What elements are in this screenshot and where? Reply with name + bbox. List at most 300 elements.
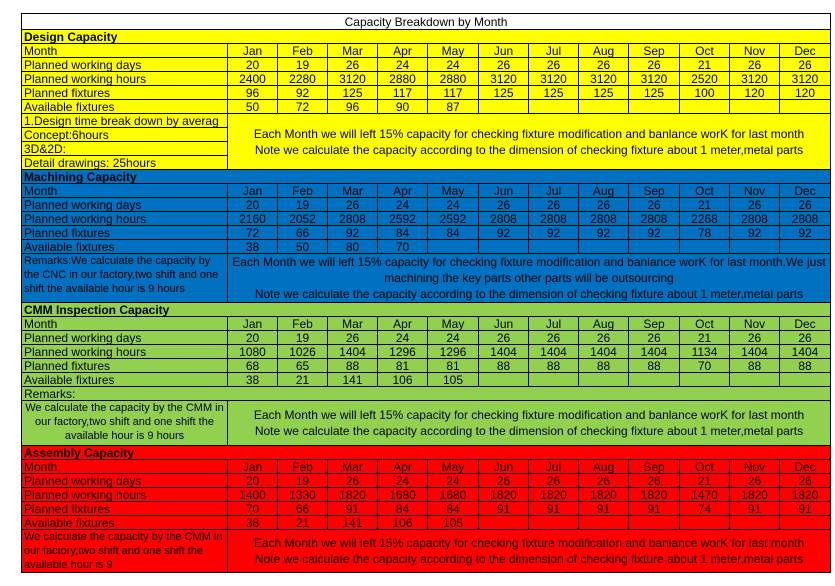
cell-jun[interactable]: Jun — [479, 317, 529, 331]
design-capacity-row-planned-fixtures — [22, 86, 831, 100]
cell-nov[interactable]: Nov — [730, 184, 780, 198]
cell-may[interactable] — [428, 240, 479, 254]
cell-dec[interactable]: Dec — [780, 317, 831, 331]
cell-feb[interactable]: Feb — [278, 44, 328, 58]
cell-mar[interactable]: 125 — [328, 86, 378, 100]
cell-aug[interactable]: 1820 — [579, 488, 629, 502]
cell-apr[interactable]: 1680 — [378, 488, 428, 502]
cell-mar[interactable]: 141 — [328, 373, 378, 387]
row-label[interactable]: Planned working days — [22, 331, 228, 345]
row-label[interactable]: Planned fixtures — [22, 359, 228, 373]
cell-oct[interactable]: 21 — [680, 58, 730, 72]
cell-apr[interactable]: 1296 — [378, 345, 428, 359]
cell-jan[interactable]: 20 — [228, 198, 278, 212]
cell-feb[interactable]: 2280 — [278, 72, 328, 86]
cell-jan[interactable]: 20 — [228, 58, 278, 72]
machining-capacity-heading[interactable]: Machining Capacity — [22, 170, 831, 184]
cell-jul[interactable]: 3120 — [529, 72, 579, 86]
cell-aug[interactable]: Aug — [579, 317, 629, 331]
cell-nov[interactable]: 120 — [730, 86, 780, 100]
cell-aug[interactable] — [579, 240, 629, 254]
cell-apr[interactable]: 2880 — [378, 72, 428, 86]
cell-sep[interactable]: 1820 — [629, 488, 680, 502]
cell-jan[interactable]: Jan — [228, 44, 278, 58]
cell-dec[interactable]: 3120 — [780, 72, 831, 86]
cell-nov[interactable] — [730, 516, 780, 530]
cell-sep[interactable]: Sep — [629, 44, 680, 58]
row-label[interactable]: Planned fixtures — [22, 86, 228, 100]
cmm-inspection-capacity-notes[interactable] — [228, 401, 831, 446]
cell-mar[interactable]: Mar — [328, 460, 378, 474]
cell-oct[interactable]: Oct — [680, 317, 730, 331]
cell-mar[interactable]: 96 — [328, 100, 378, 114]
cell-jan[interactable]: Jan — [228, 460, 278, 474]
cell-apr[interactable]: 24 — [378, 331, 428, 345]
cell-may[interactable]: 2880 — [428, 72, 479, 86]
cell-oct[interactable]: 21 — [680, 331, 730, 345]
assembly-capacity-remark-row — [22, 530, 831, 573]
cell-mar[interactable]: 91 — [328, 502, 378, 516]
cell-nov[interactable] — [730, 373, 780, 387]
cell-sep[interactable]: 91 — [629, 502, 680, 516]
cmm-inspection-capacity-row-planned-working-days — [22, 331, 831, 345]
cell-apr[interactable]: 70 — [378, 240, 428, 254]
cell-aug[interactable]: 88 — [579, 359, 629, 373]
remark-text[interactable]: 3D&2D: — [22, 142, 228, 156]
cell-jan[interactable]: Jan — [228, 184, 278, 198]
cell-may[interactable]: 24 — [428, 331, 479, 345]
cell-oct[interactable] — [680, 100, 730, 114]
cell-sep[interactable]: 92 — [629, 226, 680, 240]
cell-apr[interactable]: 84 — [378, 226, 428, 240]
cell-jul[interactable] — [529, 373, 579, 387]
cell-mar[interactable]: 141 — [328, 516, 378, 530]
cmm-inspection-capacity-heading[interactable]: CMM Inspection Capacity — [22, 303, 831, 317]
cell-feb[interactable]: 21 — [278, 516, 328, 530]
cell-may[interactable]: May — [428, 44, 479, 58]
cell-mar[interactable]: 26 — [328, 58, 378, 72]
cell-feb[interactable]: 66 — [278, 502, 328, 516]
cell-feb[interactable]: 21 — [278, 373, 328, 387]
cell-may[interactable]: 105 — [428, 516, 479, 530]
cell-apr[interactable]: Apr — [378, 460, 428, 474]
cell-dec[interactable] — [780, 516, 831, 530]
cell-sep[interactable] — [629, 373, 680, 387]
cell-jun[interactable]: 1404 — [479, 345, 529, 359]
cell-mar[interactable]: Mar — [328, 317, 378, 331]
cell-jan[interactable]: 2160 — [228, 212, 278, 226]
cell-aug[interactable]: 92 — [579, 226, 629, 240]
cell-jan[interactable]: 38 — [228, 373, 278, 387]
cell-jun[interactable] — [479, 516, 529, 530]
cell-nov[interactable] — [730, 240, 780, 254]
cell-feb[interactable]: 19 — [278, 331, 328, 345]
cell-apr[interactable]: 24 — [378, 58, 428, 72]
remark-text[interactable]: Detail drawings: 25hours — [22, 156, 228, 170]
cell-jan[interactable]: 72 — [228, 226, 278, 240]
cell-dec[interactable]: 120 — [780, 86, 831, 100]
row-label[interactable]: Available fixtures — [22, 240, 228, 254]
cell-jul[interactable]: 26 — [529, 474, 579, 488]
cell-dec[interactable]: Dec — [780, 460, 831, 474]
row-label[interactable]: Available fixtures — [22, 100, 228, 114]
cell-jan[interactable]: 38 — [228, 516, 278, 530]
cell-jun[interactable]: Jun — [479, 460, 529, 474]
cell-dec[interactable]: 91 — [780, 502, 831, 516]
cell-jun[interactable] — [479, 373, 529, 387]
cell-apr[interactable]: 81 — [378, 359, 428, 373]
cell-dec[interactable]: 88 — [780, 359, 831, 373]
cell-jul[interactable]: 91 — [529, 502, 579, 516]
cell-jan[interactable]: 38 — [228, 240, 278, 254]
cell-mar[interactable]: Mar — [328, 184, 378, 198]
cell-jan[interactable]: Jan — [228, 317, 278, 331]
cell-sep[interactable]: 26 — [629, 331, 680, 345]
cell-jul[interactable]: 26 — [529, 331, 579, 345]
cell-dec[interactable]: 1820 — [780, 488, 831, 502]
cell-jul[interactable] — [529, 240, 579, 254]
cell-aug[interactable]: 3120 — [579, 72, 629, 86]
cell-may[interactable]: 24 — [428, 198, 479, 212]
cell-jan[interactable]: 50 — [228, 100, 278, 114]
row-label[interactable]: Available fixtures — [22, 373, 228, 387]
cell-nov[interactable]: 26 — [730, 331, 780, 345]
machining-capacity-row-available-fixtures — [22, 240, 831, 254]
machining-capacity-notes[interactable] — [228, 254, 831, 303]
cell-jan[interactable]: 20 — [228, 474, 278, 488]
remark-text[interactable]: Remarks:We calculate the capacity by the CNC in our factory,two shift and one shift the available hour is 9 hours — [22, 254, 228, 303]
sheet-title[interactable]: Capacity Breakdown by Month — [22, 14, 831, 30]
cell-aug[interactable]: 26 — [579, 58, 629, 72]
cell-oct[interactable] — [680, 240, 730, 254]
cell-sep[interactable]: 26 — [629, 474, 680, 488]
cell-jun[interactable] — [479, 100, 529, 114]
cell-oct[interactable]: 78 — [680, 226, 730, 240]
cell-dec[interactable]: 26 — [780, 331, 831, 345]
cell-aug[interactable]: Aug — [579, 44, 629, 58]
cell-nov[interactable]: 1404 — [730, 345, 780, 359]
cell-dec[interactable]: 26 — [780, 198, 831, 212]
row-label[interactable]: Planned working hours — [22, 488, 228, 502]
cell-jul[interactable]: Jul — [529, 184, 579, 198]
cell-jan[interactable]: 1080 — [228, 345, 278, 359]
cell-jul[interactable]: Jul — [529, 44, 579, 58]
cell-nov[interactable]: Nov — [730, 317, 780, 331]
cell-feb[interactable]: 72 — [278, 100, 328, 114]
cmm-inspection-capacity-row-available-fixtures — [22, 373, 831, 387]
cell-dec[interactable]: 92 — [780, 226, 831, 240]
cell-sep[interactable] — [629, 100, 680, 114]
assembly-capacity-notes[interactable] — [228, 530, 831, 573]
cell-apr[interactable]: 106 — [378, 516, 428, 530]
cell-sep[interactable] — [629, 240, 680, 254]
cell-jul[interactable]: 26 — [529, 198, 579, 212]
cell-may[interactable]: 87 — [428, 100, 479, 114]
cell-apr[interactable]: 24 — [378, 474, 428, 488]
cell-jun[interactable] — [479, 240, 529, 254]
cell-mar[interactable]: 92 — [328, 226, 378, 240]
cell-may[interactable]: May — [428, 317, 479, 331]
cell-dec[interactable] — [780, 240, 831, 254]
cell-mar[interactable]: 26 — [328, 198, 378, 212]
cell-oct[interactable] — [680, 373, 730, 387]
cell-feb[interactable]: 1026 — [278, 345, 328, 359]
cell-sep[interactable] — [629, 516, 680, 530]
machining-capacity-heading-row — [22, 170, 831, 184]
cell-jul[interactable] — [529, 100, 579, 114]
cell-sep[interactable]: 125 — [629, 86, 680, 100]
cell-aug[interactable]: 26 — [579, 331, 629, 345]
cell-aug[interactable]: 1404 — [579, 345, 629, 359]
assembly-capacity-row-month — [22, 460, 831, 474]
cell-feb[interactable]: 50 — [278, 240, 328, 254]
cell-aug[interactable]: Aug — [579, 184, 629, 198]
cell-dec[interactable]: Dec — [780, 44, 831, 58]
cell-apr[interactable]: Apr — [378, 317, 428, 331]
cell-oct[interactable]: 2268 — [680, 212, 730, 226]
cell-apr[interactable]: 24 — [378, 198, 428, 212]
cell-dec[interactable] — [780, 373, 831, 387]
cell-dec[interactable] — [780, 100, 831, 114]
cell-feb[interactable]: 19 — [278, 474, 328, 488]
cell-nov[interactable]: Nov — [730, 44, 780, 58]
cell-apr[interactable]: 106 — [378, 373, 428, 387]
remark-text[interactable]: We calculate the capacity by the CMM in our factory,two shift and one shift the available hour is 9 hours — [22, 401, 228, 446]
cell-oct[interactable]: Oct — [680, 184, 730, 198]
cell-feb[interactable]: 19 — [278, 58, 328, 72]
cell-nov[interactable]: 2808 — [730, 212, 780, 226]
cell-nov[interactable]: 88 — [730, 359, 780, 373]
cell-may[interactable]: 24 — [428, 474, 479, 488]
cell-mar[interactable]: 80 — [328, 240, 378, 254]
design-capacity-row-month — [22, 44, 831, 58]
cell-aug[interactable]: 26 — [579, 198, 629, 212]
cell-jun[interactable]: 91 — [479, 502, 529, 516]
machining-capacity-row-planned-fixtures — [22, 226, 831, 240]
cell-jun[interactable]: 26 — [479, 198, 529, 212]
cell-dec[interactable]: 26 — [780, 58, 831, 72]
note-line: Note we calculate the capacity according to the dimension of checking fixture about 1 meter,metal parts — [254, 424, 804, 438]
cell-jul[interactable] — [529, 516, 579, 530]
cell-jan[interactable]: 70 — [228, 502, 278, 516]
assembly-capacity-row-available-fixtures — [22, 516, 831, 530]
cell-jun[interactable]: 92 — [479, 226, 529, 240]
row-label[interactable]: Planned fixtures — [22, 502, 228, 516]
row-label[interactable]: Planned working days — [22, 474, 228, 488]
row-label[interactable]: Planned working days — [22, 58, 228, 72]
cell-feb[interactable]: 1330 — [278, 488, 328, 502]
cell-nov[interactable]: 91 — [730, 502, 780, 516]
row-label[interactable]: Planned fixtures — [22, 226, 228, 240]
cell-oct[interactable]: 74 — [680, 502, 730, 516]
cell-jan[interactable]: 68 — [228, 359, 278, 373]
cell-may[interactable]: 117 — [428, 86, 479, 100]
note-line: Note we calculate the capacity according to the dimension of checking fixture about 1 meter,metal parts — [254, 552, 804, 566]
cell-sep[interactable]: 2808 — [629, 212, 680, 226]
cell-feb[interactable]: 65 — [278, 359, 328, 373]
cell-apr[interactable]: Apr — [378, 44, 428, 58]
cell-jul[interactable]: 92 — [529, 226, 579, 240]
cell-aug[interactable] — [579, 100, 629, 114]
cell-jun[interactable]: Jun — [479, 184, 529, 198]
cell-may[interactable]: 81 — [428, 359, 479, 373]
cell-oct[interactable]: 100 — [680, 86, 730, 100]
cell-jul[interactable]: 1404 — [529, 345, 579, 359]
cell-apr[interactable]: 90 — [378, 100, 428, 114]
cell-jun[interactable]: 1820 — [479, 488, 529, 502]
cell-feb[interactable]: 2052 — [278, 212, 328, 226]
remark-text[interactable]: 1.Design time break down by averag — [22, 114, 228, 128]
cell-nov[interactable]: 1820 — [730, 488, 780, 502]
cell-oct[interactable]: 21 — [680, 198, 730, 212]
cell-sep[interactable]: 26 — [629, 58, 680, 72]
assembly-capacity-heading[interactable]: Assembly Capacity — [22, 446, 831, 460]
cell-mar[interactable]: 26 — [328, 331, 378, 345]
cell-apr[interactable]: 84 — [378, 502, 428, 516]
row-label[interactable]: Planned working hours — [22, 72, 228, 86]
cell-apr[interactable]: 117 — [378, 86, 428, 100]
row-label[interactable]: Available fixtures — [22, 516, 228, 530]
cell-oct[interactable]: Oct — [680, 44, 730, 58]
cell-aug[interactable]: Aug — [579, 460, 629, 474]
cell-jun[interactable]: 2808 — [479, 212, 529, 226]
cell-sep[interactable]: 1404 — [629, 345, 680, 359]
row-label[interactable]: Planned working hours — [22, 345, 228, 359]
cell-may[interactable]: May — [428, 184, 479, 198]
cell-feb[interactable]: 19 — [278, 198, 328, 212]
cell-jul[interactable]: 125 — [529, 86, 579, 100]
cell-aug[interactable]: 125 — [579, 86, 629, 100]
row-label[interactable]: Month — [22, 317, 228, 331]
cell-oct[interactable]: 1134 — [680, 345, 730, 359]
cell-nov[interactable]: 26 — [730, 58, 780, 72]
cell-oct[interactable]: Oct — [680, 460, 730, 474]
cell-jul[interactable]: 2808 — [529, 212, 579, 226]
design-capacity-row-planned-working-days — [22, 58, 831, 72]
cell-mar[interactable]: 1404 — [328, 345, 378, 359]
cell-jan[interactable]: 1400 — [228, 488, 278, 502]
row-label[interactable]: Planned working hours — [22, 212, 228, 226]
cell-dec[interactable]: 1404 — [780, 345, 831, 359]
assembly-capacity-row-planned-fixtures — [22, 502, 831, 516]
cell-sep[interactable]: 26 — [629, 198, 680, 212]
row-label[interactable]: Month — [22, 184, 228, 198]
cell-mar[interactable]: 1820 — [328, 488, 378, 502]
cell-sep[interactable]: Sep — [629, 184, 680, 198]
cell-jun[interactable]: 26 — [479, 474, 529, 488]
cell-jul[interactable]: 88 — [529, 359, 579, 373]
machining-capacity-row-month — [22, 184, 831, 198]
remark-text[interactable]: Remarks: — [22, 387, 831, 401]
cell-mar[interactable]: 88 — [328, 359, 378, 373]
cell-oct[interactable] — [680, 516, 730, 530]
cell-jul[interactable]: 1820 — [529, 488, 579, 502]
cell-oct[interactable]: 1470 — [680, 488, 730, 502]
row-label[interactable]: Planned working days — [22, 198, 228, 212]
cell-jun[interactable]: 125 — [479, 86, 529, 100]
cell-mar[interactable]: 26 — [328, 474, 378, 488]
cell-jun[interactable]: 3120 — [479, 72, 529, 86]
cell-jun[interactable]: 88 — [479, 359, 529, 373]
cell-may[interactable]: 2592 — [428, 212, 479, 226]
machining-capacity-row-planned-working-days — [22, 198, 831, 212]
design-capacity-remark-row — [22, 114, 831, 128]
cell-may[interactable]: 84 — [428, 502, 479, 516]
cell-aug[interactable] — [579, 373, 629, 387]
cell-nov[interactable]: 92 — [730, 226, 780, 240]
cell-nov[interactable]: 26 — [730, 474, 780, 488]
cell-jun[interactable]: Jun — [479, 44, 529, 58]
cell-dec[interactable]: 2808 — [780, 212, 831, 226]
cell-sep[interactable]: 3120 — [629, 72, 680, 86]
machining-capacity-remark-row — [22, 254, 831, 303]
cell-aug[interactable]: 26 — [579, 474, 629, 488]
cell-feb[interactable]: 66 — [278, 226, 328, 240]
cell-feb[interactable]: 92 — [278, 86, 328, 100]
cell-nov[interactable]: 3120 — [730, 72, 780, 86]
cell-may[interactable]: 84 — [428, 226, 479, 240]
cell-jun[interactable]: 26 — [479, 58, 529, 72]
cell-aug[interactable] — [579, 516, 629, 530]
cell-jan[interactable]: 2400 — [228, 72, 278, 86]
cell-dec[interactable]: Dec — [780, 184, 831, 198]
cell-mar[interactable]: 3120 — [328, 72, 378, 86]
cell-feb[interactable]: Feb — [278, 317, 328, 331]
cell-sep[interactable]: Sep — [629, 317, 680, 331]
cell-nov[interactable] — [730, 100, 780, 114]
design-capacity-notes[interactable] — [228, 114, 831, 170]
row-label[interactable]: Month — [22, 44, 228, 58]
cell-oct[interactable]: 2520 — [680, 72, 730, 86]
cell-jun[interactable]: 26 — [479, 331, 529, 345]
cell-aug[interactable]: 91 — [579, 502, 629, 516]
design-capacity-heading[interactable]: Design Capacity — [22, 30, 831, 44]
cell-feb[interactable]: Feb — [278, 460, 328, 474]
cell-jan[interactable]: 20 — [228, 331, 278, 345]
cell-jul[interactable]: 26 — [529, 58, 579, 72]
cell-may[interactable]: 24 — [428, 58, 479, 72]
cmm-inspection-capacity-row-month — [22, 317, 831, 331]
cell-apr[interactable]: 2592 — [378, 212, 428, 226]
cell-nov[interactable]: 26 — [730, 198, 780, 212]
cell-jan[interactable]: 96 — [228, 86, 278, 100]
cell-oct[interactable]: 21 — [680, 474, 730, 488]
row-label[interactable]: Month — [22, 460, 228, 474]
cell-feb[interactable]: Feb — [278, 184, 328, 198]
cell-sep[interactable]: Sep — [629, 460, 680, 474]
cmm-inspection-capacity-remark-row — [22, 401, 831, 446]
cell-jul[interactable]: Jul — [529, 460, 579, 474]
remark-text[interactable]: Concept:6hours — [22, 128, 228, 142]
cell-apr[interactable]: Apr — [378, 184, 428, 198]
cell-may[interactable]: 105 — [428, 373, 479, 387]
cell-oct[interactable]: 70 — [680, 359, 730, 373]
remark-text[interactable]: We calculate the capacity by the CMM in our factory,two shift and one shift the available hour is 9 — [22, 530, 228, 573]
cell-may[interactable]: 1680 — [428, 488, 479, 502]
cell-aug[interactable]: 2808 — [579, 212, 629, 226]
cmm-inspection-capacity-row-planned-working-hours — [22, 345, 831, 359]
capacity-spreadsheet — [21, 13, 831, 573]
cell-mar[interactable]: Mar — [328, 44, 378, 58]
cell-may[interactable]: May — [428, 460, 479, 474]
cell-nov[interactable]: Nov — [730, 460, 780, 474]
cell-sep[interactable]: 88 — [629, 359, 680, 373]
cell-dec[interactable]: 26 — [780, 474, 831, 488]
cell-mar[interactable]: 2808 — [328, 212, 378, 226]
cell-may[interactable]: 1296 — [428, 345, 479, 359]
cell-jul[interactable]: Jul — [529, 317, 579, 331]
note-line: Each Month we will left 15% capacity for checking fixture modification and banlance worK for last month — [253, 536, 805, 550]
